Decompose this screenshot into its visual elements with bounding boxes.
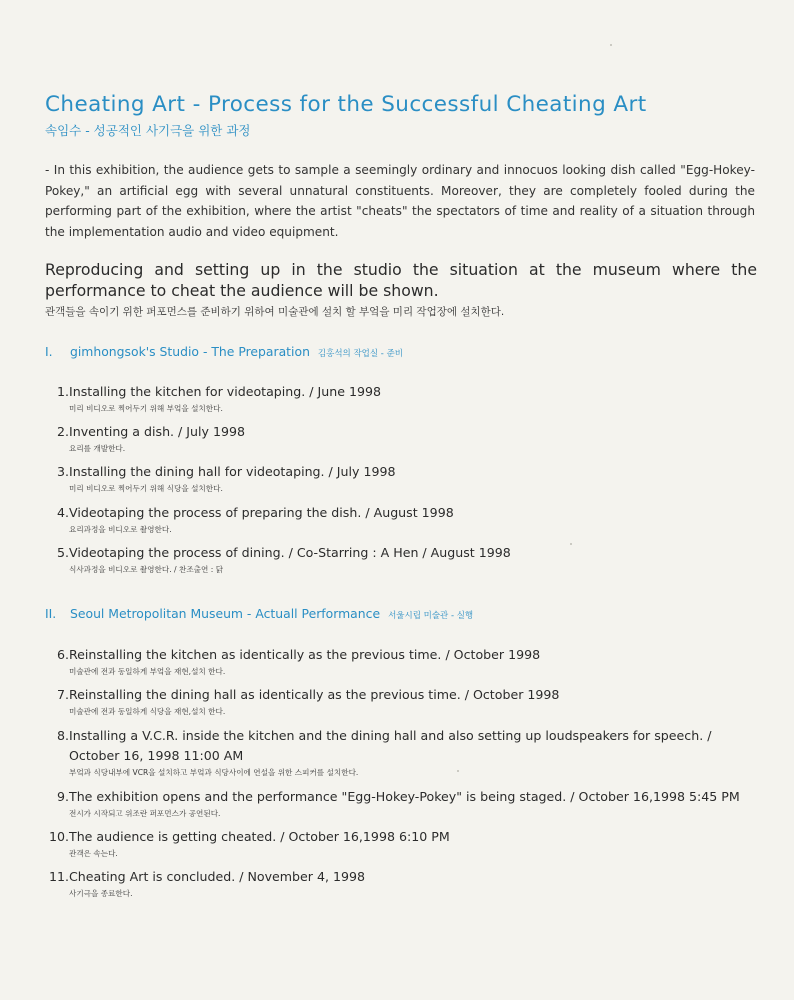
item-text: Videotaping the process of dining. / Co-Starring : A Hen / August 1998 [69, 545, 511, 560]
page-title: Cheating Art - Process for the Successful Cheating Art [45, 92, 647, 117]
item-text-korean: 관객은 속는다. [69, 849, 118, 858]
list-item [45, 422, 755, 455]
section-title-museum [45, 606, 473, 621]
item-number: 5. [56, 545, 69, 560]
item-number: 3. [56, 464, 69, 479]
item-text-korean: 미리 비디오로 찍어두기 위해 식당을 설치한다. [69, 484, 223, 493]
list-item [45, 827, 755, 860]
item-text: Cheating Art is concluded. / November 4, 1998 [69, 869, 366, 884]
item-text-korean: 부엌과 식당내부에 VCR을 설치하고 부엌과 식당사이에 연설을 위한 스피커를 설치한다. [69, 768, 359, 777]
list-item [45, 867, 755, 900]
item-text: The audience is getting cheated. / October 16,1998 6:10 PM [69, 829, 450, 844]
item-text: Videotaping the process of preparing the dish. / August 1998 [69, 505, 454, 520]
item-number: 2. [56, 424, 69, 439]
section-heading: Reproducing and setting up in the studio the situation at the museum where the performance to cheat the audience will be shown. [45, 260, 757, 300]
list-item [45, 685, 755, 718]
item-number: 6. [56, 647, 69, 662]
item-number: 8. [56, 728, 69, 743]
item-text: Reinstalling the kitchen as identically as the previous time. / October 1998 [69, 647, 541, 662]
list-item [45, 543, 755, 576]
section-number: I. [45, 344, 53, 359]
list-item [45, 462, 755, 495]
item-text-korean: 사기극을 종료한다. [69, 889, 133, 898]
item-text: Installing a V.C.R. inside the kitchen and the dining hall and also setting up loudspeakers for speech. / October 16, 1998 11:00 AM [69, 728, 716, 763]
item-number: 4. [56, 505, 69, 520]
item-number: 9. [56, 789, 69, 804]
item-text-korean: 전시가 시작되고 위조란 퍼포먼스가 공연된다. [69, 809, 221, 818]
section-heading-korean: 관객들을 속이기 위한 퍼포먼스를 준비하기 위하여 미술관에 설치 할 부엌을 미리 작업장에 설치한다. [45, 306, 505, 318]
section-title-studio [45, 344, 403, 359]
item-number: 11. [48, 869, 69, 884]
item-text: The exhibition opens and the performance "Egg-Hokey-Pokey" is being staged. / October 16,1998 5:45 PM [69, 789, 740, 804]
item-text-korean: 요리과정을 비디오로 촬영한다. [69, 525, 172, 534]
list-item [45, 382, 755, 415]
paper-speck [610, 44, 612, 46]
section-title-text: Seoul Metropolitan Museum - Actuall Performance [70, 606, 381, 621]
list-item [45, 503, 755, 536]
item-text-korean: 식사과정을 비디오로 촬영한다. / 찬조출연 : 닭 [69, 565, 224, 574]
item-text-korean: 미리 비디오로 찍어두기 위해 부엌을 설치한다. [69, 404, 223, 413]
item-text-korean: 요리를 개발한다. [69, 444, 126, 453]
list-item [45, 726, 725, 779]
item-number: 1. [56, 384, 69, 399]
section-title-korean: 서울시립 미술관 - 실행 [388, 611, 474, 621]
list-item [45, 787, 755, 820]
section-title-korean: 김홍석의 작업실 - 준비 [317, 349, 403, 359]
item-text-korean: 미술관에 전과 동일하게 부엌을 재현,설치 한다. [69, 667, 226, 676]
section-number: II. [45, 606, 57, 621]
paper-speck [570, 543, 572, 545]
item-text: Installing the dining hall for videotaping. / July 1998 [69, 464, 396, 479]
item-text: Inventing a dish. / July 1998 [69, 424, 246, 439]
item-text-korean: 미술관에 전과 동일하게 식당을 재현,설치 한다. [69, 707, 226, 716]
intro-paragraph: - In this exhibition, the audience gets to sample a seemingly ordinary and innocuos looking dish called "Egg-Hokey-Pokey," an artificial egg with several unnatural constituents. Moreover, they are completely fooled during the performing part of the exhibition, where the artist "cheats" the spectators of time and reality of a situation through the implementation audio and video equipment. [45, 163, 755, 239]
item-text: Installing the kitchen for videotaping. / June 1998 [69, 384, 382, 399]
list-item [45, 645, 755, 678]
item-number: 10. [48, 829, 69, 844]
section-title-text: gimhongsok's Studio - The Preparation [70, 344, 310, 359]
item-number: 7. [56, 687, 69, 702]
paper-speck [457, 770, 459, 772]
item-text: Reinstalling the dining hall as identically as the previous time. / October 1998 [69, 687, 560, 702]
page-subtitle-korean: 속임수 - 성공적인 사기극을 위한 과정 [45, 123, 251, 138]
